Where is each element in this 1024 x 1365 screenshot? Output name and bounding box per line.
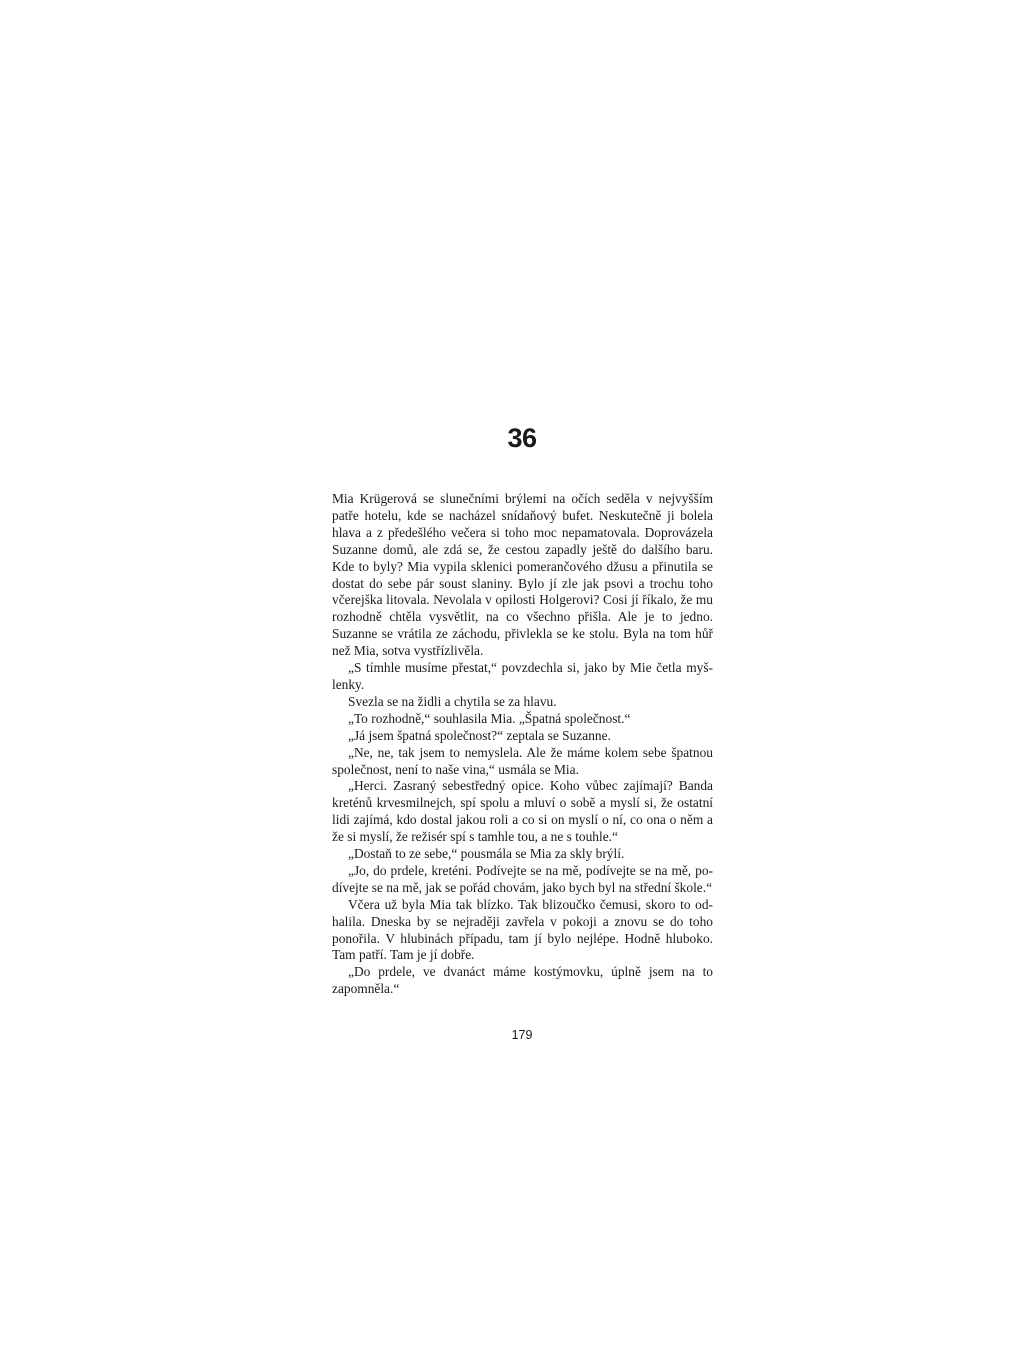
paragraph: „Herci. Zasraný sebestředný opice. Koho vůbec zajímají? Banda kreténů krvesmilnejch, spí spolu a mluví o sobě a myslí si, že ostatní lidi zajímá, kdo dostal jakou roli a co si on myslí o ní, co ona o něm a že si myslí, že režisér spí s tamhle tou, a ne s touhle.“ xyxy=(332,778,713,845)
page-number: 179 xyxy=(511,1028,533,1042)
chapter-number: 36 xyxy=(507,423,537,453)
paragraph: Mia Krügerová se slunečními brýlemi na očích seděla v nejvyšším patře hotelu, kde se nacházel snídaňový bufet. Neskutečně ji bolela hlava a z předešlého večera si toho moc nepamatovala. Doprovázela Suzanne domů, ale zdá se, že cestou zapadly ještě do dalšího baru. Kde to byly? Mia vypila sklenici pomerančového džusu a přinutila se dostat do sebe pár soust slaniny. Bylo jí zle jak psovi a trochu toho včerejška litovala. Nevolala v opilosti Holgerovi? Cosi jí říkalo, že mu rozhodně chtěla vysvětlit, na co všechno přišla. Ale je to jedno. Suzanne se vrátila ze záchodu, přivlekla se ke stolu. Byla na tom hůř než Mia, sotva vystřízlivěla. xyxy=(332,491,713,659)
paragraph: Svezla se na židli a chytila se za hlavu. xyxy=(348,693,557,709)
paragraph: „Jo, do prdele, kreténi. Podívejte se na mě, podívejte se na mě, podívejte se na mě, jak se pořád chovám, jako bych byl na střední škole.“ xyxy=(332,862,713,895)
paragraph: „Do prdele, ve dvanáct máme kostýmovku, úplně jsem na to zapomněla.“ xyxy=(332,964,713,997)
paragraph: „Ne, ne, tak jsem to nemyslela. Ale že máme kolem sebe špatnou společnost, není to naše vina,“ usmála se Mia. xyxy=(332,744,713,777)
paragraph: „S tímhle musíme přestat,“ povzdechla si, jako by Mie četla myšlenky. xyxy=(332,660,713,692)
paragraph: „Dostaň to ze sebe,“ pousmála se Mia za skly brýlí. xyxy=(348,846,625,862)
paragraph: Včera už byla Mia tak blízko. Tak blizoučko čemusi, skoro to odhalila. Dneska by se nejraději zavřela v pokoji a znovu se do toho ponořila. V hlubinách případu, tam jí bylo nejlépe. Hodně hluboko. Tam patří. Tam je jí dobře. xyxy=(332,896,713,963)
paragraph: „Já jsem špatná společnost?“ zeptala se Suzanne. xyxy=(348,727,611,743)
chapter-body xyxy=(332,491,713,998)
paragraph: „To rozhodně,“ souhlasila Mia. „Špatná společnost.“ xyxy=(348,710,631,726)
